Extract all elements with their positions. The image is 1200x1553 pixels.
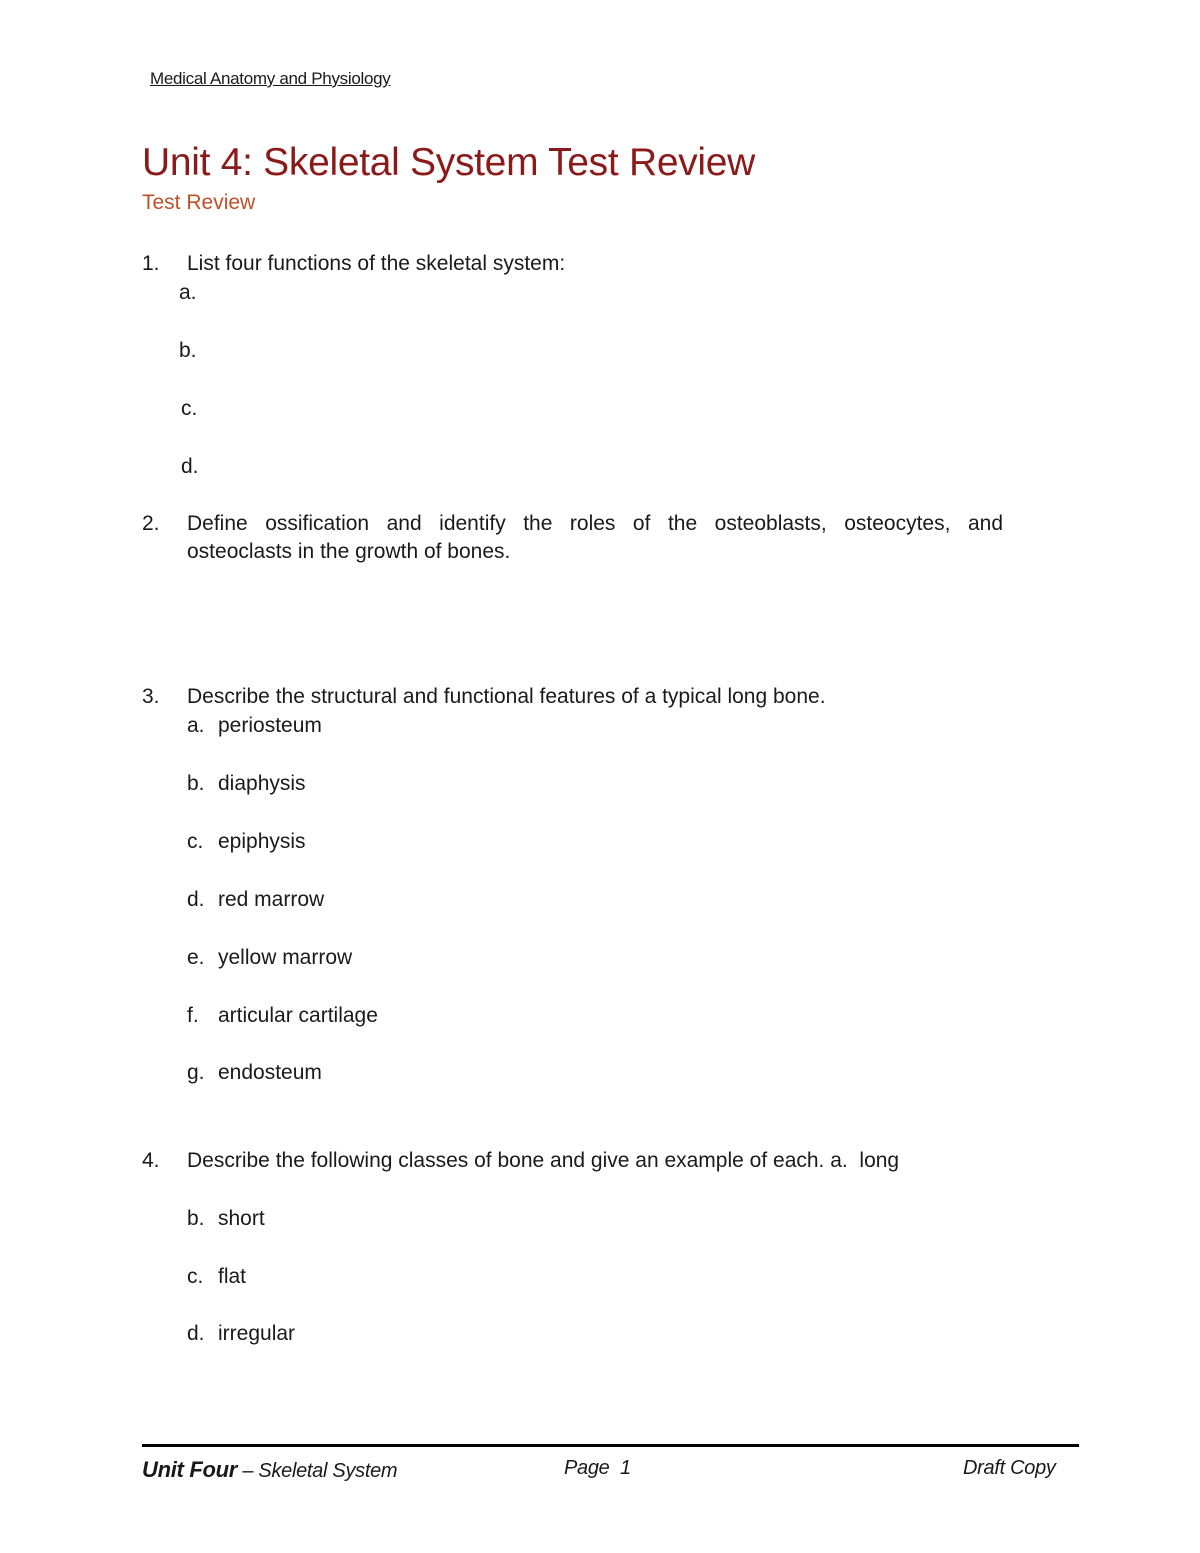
- question-2-text-line-1: Define ossification and identify the roles of the osteoblasts, osteocytes, and: [187, 512, 1003, 535]
- question-4-item-text: irregular: [218, 1322, 296, 1345]
- footer-unit: [142, 1457, 397, 1483]
- question-3-item-text: endosteum: [218, 1061, 322, 1084]
- question-1-text: List four functions of the skeletal system:: [187, 252, 566, 275]
- question-3-item-text: epiphysis: [218, 830, 306, 853]
- question-4-item-text: short: [218, 1207, 265, 1230]
- question-4-item-letter: c.: [187, 1265, 204, 1288]
- question-1-item-c: c.: [181, 397, 198, 420]
- question-1-item-a: a.: [179, 281, 197, 304]
- question-1-item-b: b.: [179, 339, 197, 362]
- page-subtitle: Test Review: [142, 191, 256, 214]
- page-title: Unit 4: Skeletal System Test Review: [142, 141, 756, 184]
- question-3-item-text: yellow marrow: [218, 946, 353, 969]
- question-3-text: Describe the structural and functional features of a typical long bone.: [187, 685, 826, 708]
- question-2-text-line-2: osteoclasts in the growth of bones.: [187, 540, 511, 563]
- footer-unit-label: Unit Four: [142, 1457, 238, 1482]
- question-3-item-letter: d.: [187, 888, 205, 911]
- footer-page-number: Page 1: [564, 1457, 631, 1479]
- footer-divider: [142, 1444, 1079, 1447]
- question-3-item-text: red marrow: [218, 888, 325, 911]
- question-3-item-text: diaphysis: [218, 772, 306, 795]
- question-4-item-text: flat: [218, 1265, 247, 1288]
- question-3-item-letter: b.: [187, 772, 205, 795]
- course-header: Medical Anatomy and Physiology: [150, 69, 391, 88]
- question-1-number: 1.: [142, 252, 160, 275]
- question-2-number: 2.: [142, 512, 160, 535]
- question-4-item-letter: b.: [187, 1207, 205, 1230]
- question-3-item-letter: g.: [187, 1061, 205, 1084]
- question-3-item-text: periosteum: [218, 714, 322, 737]
- question-4-number: 4.: [142, 1149, 160, 1172]
- question-4-text: Describe the following classes of bone and give an example of each. a. long: [187, 1149, 900, 1172]
- footer-draft-status: Draft Copy: [963, 1457, 1056, 1479]
- question-3-number: 3.: [142, 685, 160, 708]
- question-3-item-text: articular cartilage: [218, 1004, 378, 1027]
- question-3-item-letter: c.: [187, 830, 204, 853]
- footer-topic: – Skeletal System: [237, 1460, 398, 1482]
- question-4-item-letter: d.: [187, 1322, 205, 1345]
- question-3-item-letter: f.: [187, 1004, 199, 1027]
- question-3-item-letter: e.: [187, 946, 205, 969]
- question-3-item-letter: a.: [187, 714, 205, 737]
- question-1-item-d: d.: [181, 455, 199, 478]
